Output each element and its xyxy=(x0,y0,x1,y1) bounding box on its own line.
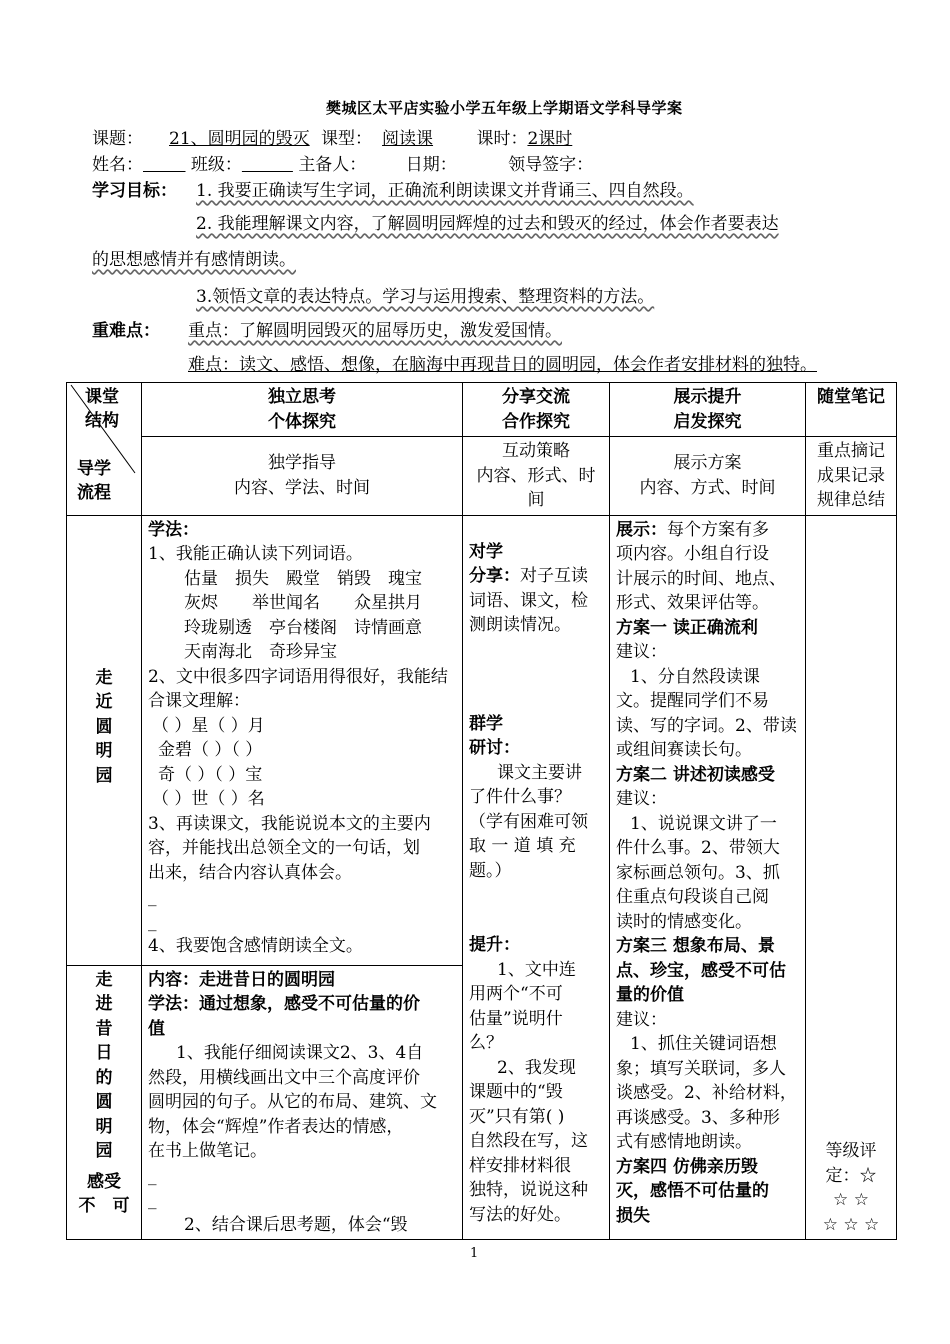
header-display: 展示提升 启发探究 xyxy=(610,383,806,437)
class-label: 班级： xyxy=(190,155,242,175)
lesson-info-row xyxy=(92,124,572,149)
notes-column xyxy=(806,515,897,1240)
goals-label: 学习目标： xyxy=(92,181,177,201)
subject-value: 21、圆明园的毁灭 xyxy=(169,129,310,149)
study-plan-table xyxy=(66,382,897,1240)
sub-display: 展示方案 内容、方式、时间 xyxy=(610,437,806,516)
display-column: 展示：每个方案有多 项内容。小组自行设 计展示的时间、地点、 形式、效果评估等。 方案一 读正确流利 建议： 1、分自然段读课 文。提醒同学们不易 读、写的字词。2、带读 或组间赛读长句。 方案二 讲述初读感受 建议： 1、说说课文讲了一 件什么事。2、带领大 家标画总领句。3、抓 住重点句段谈自己阅 读时的情感变化。 方案三 想象布局、景 点、珍宝，感受不可估 量的价值 建议： 1、抓住关键词语想 象；填写关联词，多人 谈感受。2、补给材料， 再谈感受。3、多种形 式有感情地朗读。 方案四 仿佛亲历毁 灭，感悟不可估量的 损失 xyxy=(610,515,806,1240)
type-value: 阅读课 xyxy=(382,129,434,149)
grade-text-1: 等级评 xyxy=(825,1141,877,1161)
class-blank[interactable] xyxy=(242,155,293,175)
corner-top-1: 课堂 xyxy=(85,387,119,407)
header-share: 分享交流 合作探究 xyxy=(463,383,610,437)
date-label: 日期： xyxy=(405,155,457,175)
difficulty: 难点：读文、感悟、想像，在脑海中再现昔日的圆明园，体会作者安排材料的独特。 xyxy=(188,355,817,375)
goal-1: 1. 我要正确读写生字词，正确流利朗读课文并背诵三、四自然段。 xyxy=(196,181,694,201)
sub-share: 互动策略 内容、形式、时 间 xyxy=(463,437,610,516)
stage-1-guide: 学法： 1、我能正确认读下列词语。 估量 损失 殿堂 销毁 瑰宝 灰烬 举世闻名 众星拱月 玲珑剔透 亭台楼阁 诗情画意 天南海北 奇珍异宝 2、文中很多四字词语用得很好，我能结 合课文理解： （ ）星（ ）月 金碧（ ）（ ） 奇（ ）（ ）宝 （ ）世（ ）名 3、再读课文，我能说说本文的主要内 容，并能找出总领全文的一句话，划 出来，结合内容认真体会。 _ _ 4、我要饱含感情朗读全文。 xyxy=(142,515,463,965)
stage-2-label: 走 进 昔 日 的 圆 明 园 感受 不 可 xyxy=(67,965,142,1240)
goal-3: 3.领悟文章的表达特点。学习与运用搜索、整理资料的方法。 xyxy=(196,287,655,307)
name-blank[interactable] xyxy=(143,155,186,175)
subject-label: 课题： xyxy=(92,129,143,149)
page-number: 1 xyxy=(470,1246,479,1261)
hours-label: 课时： xyxy=(476,129,528,149)
corner-top-2: 结构 xyxy=(85,411,119,431)
name-label: 姓名： xyxy=(92,155,143,175)
corner-bot-2: 流程 xyxy=(77,483,111,503)
grade-stars-2[interactable]: ☆ ☆ ☆ xyxy=(822,1214,880,1235)
share-column: 对学 分享：对子互读 词语、课文，检 测朗读情况。 群学 研讨： 课文主要讲 了件什么事？ （学有困难可领 取 一 道 填 充 题。） 提升： 1、文中连 用两个“不可 估量”说明什 么？ 2、我发现 课题中的“毁 灭”只有第( ) 自然段在写，这 样安排材料很 独特，说说这种 写法的好处。 xyxy=(463,515,610,1240)
leader-label: 领导签字： xyxy=(508,155,594,175)
type-label: 课型： xyxy=(321,129,373,149)
key-point: 重点：了解圆明园毁灭的屈辱历史，激发爱国情。 xyxy=(188,321,562,341)
grade-text-2: 定：☆ xyxy=(825,1165,877,1186)
stage-2-guide: 内容：走进昔日的圆明园 学法：通过想象，感受不可估量的价 值 1、我能仔细阅读课文2、3、4自 然段，用横线画出文中三个高度评价 圆明园的句子。从它的布局、建筑、文 物，体会“辉煌”作者表达的情感， 在书上做笔记。 _ _ 2、结合课后思考题，体会“毁 xyxy=(142,965,463,1240)
corner-cell xyxy=(67,383,142,516)
corner-bot-1: 导学 xyxy=(77,459,111,479)
page-title: 樊城区太平店实验小学五年级上学期语文学科导学案 xyxy=(326,99,683,117)
goal-2b: 的思想感情并有感情朗读。 xyxy=(92,250,296,270)
goal-2a: 2. 我能理解课文内容，了解圆明园辉煌的过去和毁灭的经过，体会作者要表达 xyxy=(196,214,779,234)
key-label: 重难点： xyxy=(92,321,160,341)
header-independent: 独立思考 个体探究 xyxy=(142,383,463,437)
student-info-row xyxy=(92,150,593,175)
header-notes: 随堂笔记 xyxy=(806,383,897,437)
sub-independent: 独学指导 内容、学法、时间 xyxy=(142,437,463,516)
sub-notes: 重点摘记 成果记录 规律总结 xyxy=(806,437,897,516)
grade-stars-1[interactable]: ☆ ☆ xyxy=(833,1190,869,1210)
preparer-label: 主备人： xyxy=(298,155,367,175)
stage-1-label: 走 近 圆 明 园 xyxy=(67,515,142,965)
hours-value: 2课时 xyxy=(527,129,573,149)
